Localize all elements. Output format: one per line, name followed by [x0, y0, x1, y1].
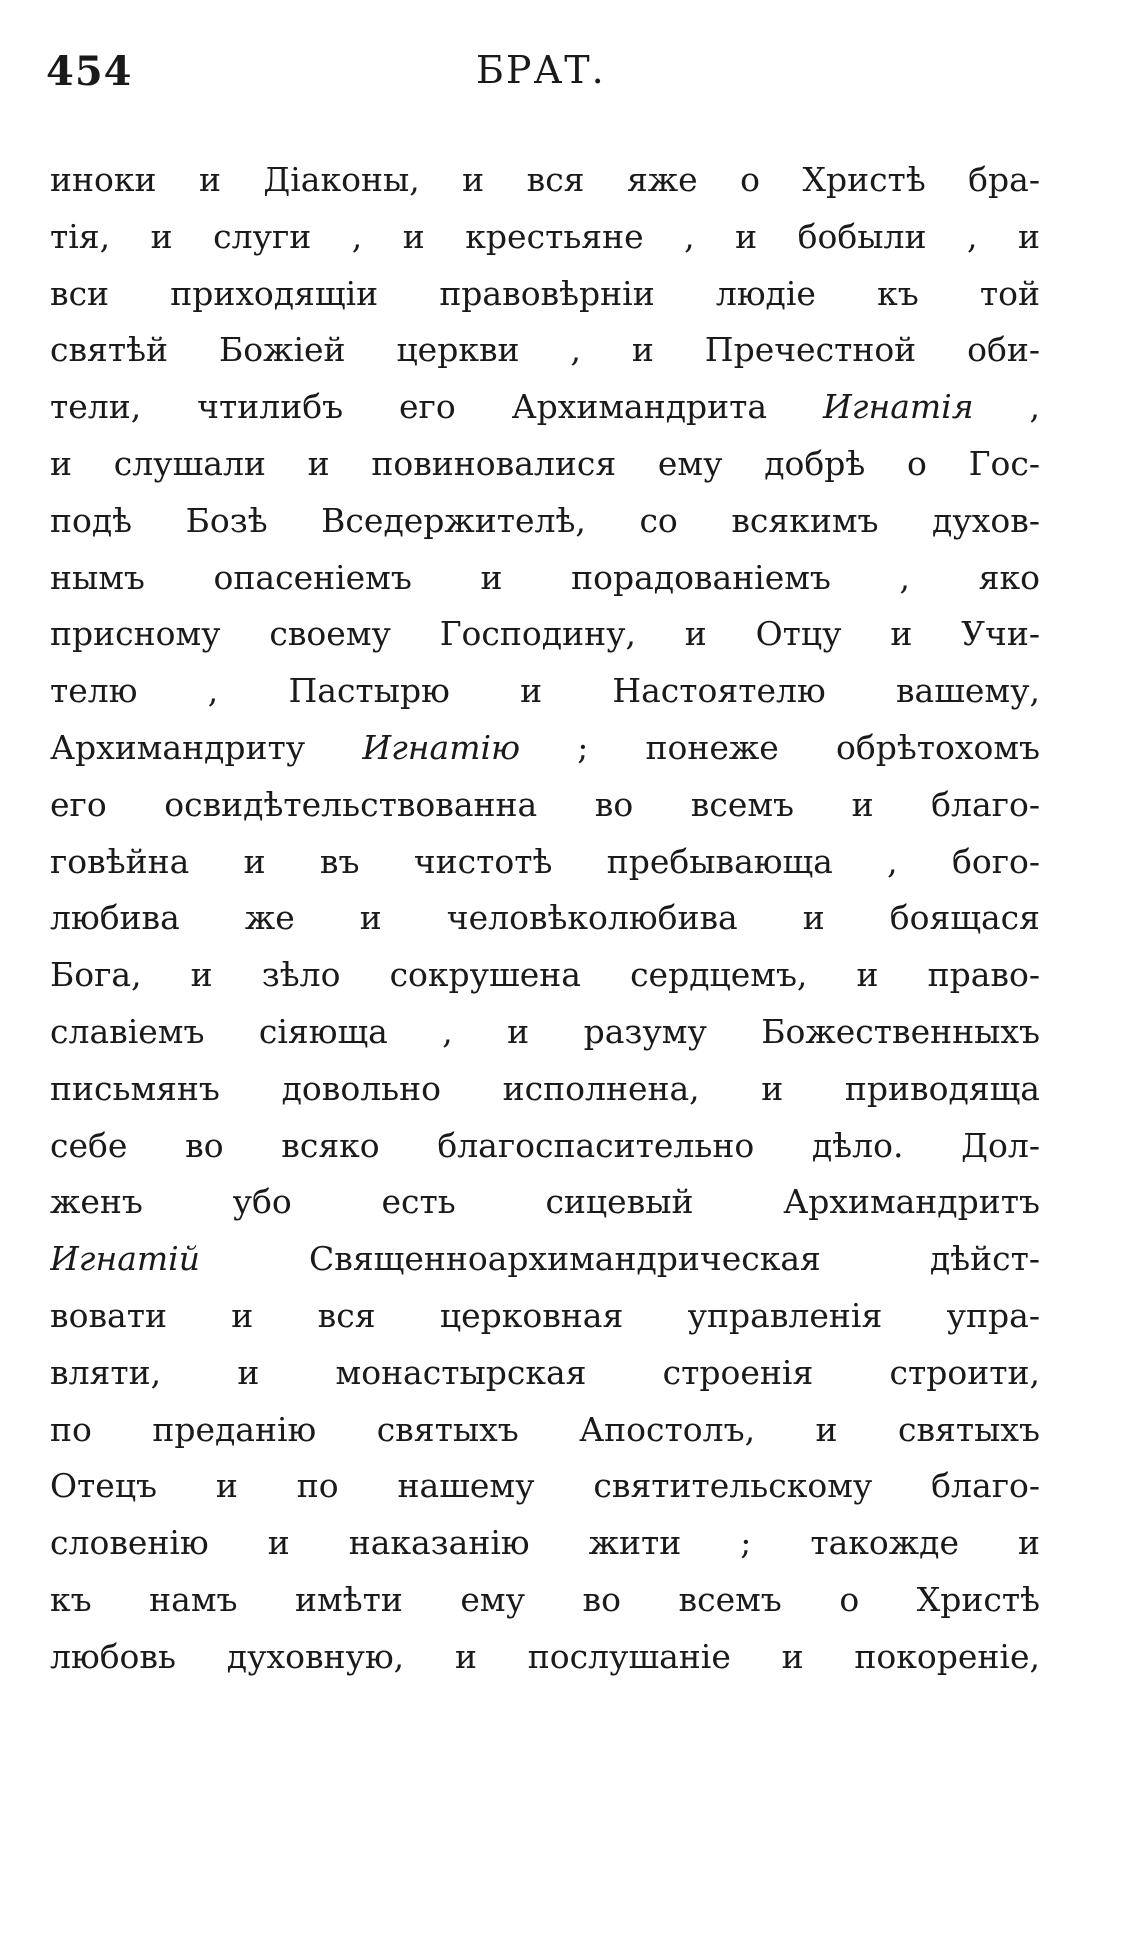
text-line: вовати и вся церковная управленія упра-	[50, 1295, 1040, 1335]
text-line: любива же и человѣколюбива и боящася	[50, 898, 1040, 938]
text-line: себе во всяко благоспасительно дѣло. Дол-	[50, 1125, 1040, 1165]
text-line: святѣй Божіей церкви , и Пречестной оби-	[50, 330, 1040, 370]
body-text	[50, 152, 1040, 1686]
text-line: и слушали и повиновалися ему добрѣ о Гос-	[50, 443, 1040, 483]
italic-name: Игнатій	[50, 1239, 200, 1279]
text-line: Бога, и зѣло сокрушена сердцемъ, и право-	[50, 955, 1040, 995]
text-line: нымъ опасеніемъ и порадованіемъ , яко	[50, 557, 1040, 597]
text-line	[50, 379, 1040, 436]
text-run: тели, чтилибъ его Архимандрита	[50, 387, 823, 427]
text-line: его освидѣтельствованна во всемъ и благо-	[50, 784, 1040, 824]
text-line: любовь духовную, и послушаніе и покореніе,	[50, 1636, 1040, 1676]
text-line: письмянъ довольно исполнена, и приводяща	[50, 1068, 1040, 1108]
text-line: къ намъ имѣти ему во всемъ о Христѣ	[50, 1579, 1040, 1619]
text-line: вляти, и монастырская строенія строити,	[50, 1352, 1040, 1392]
page-header	[46, 48, 1036, 108]
text-run: Священноархимандрическая дѣйст-	[199, 1239, 1040, 1279]
text-run: ; понеже обрѣтохомъ	[520, 727, 1040, 767]
text-line: тія, и слуги , и крестьяне , и бобыли , и	[50, 216, 1040, 256]
text-line	[50, 720, 1040, 777]
text-line: Отецъ и по нашему святительскому благо-	[50, 1466, 1040, 1506]
text-line: подѣ Бозѣ Вседержителѣ, со всякимъ духов-	[50, 500, 1040, 540]
text-line: присному своему Господину, и Отцу и Учи-	[50, 614, 1040, 654]
italic-name: Игнатію	[362, 727, 521, 767]
running-head: БРАТ.	[476, 48, 606, 92]
text-run: ,	[973, 387, 1040, 427]
text-line: говѣйна и въ чистотѣ пребывающа , бого-	[50, 841, 1040, 881]
text-line: словенію и наказанію жити ; такожде и	[50, 1523, 1040, 1563]
text-line: иноки и Діаконы, и вся яже о Христѣ бра-	[50, 160, 1040, 199]
page-number: 454	[46, 48, 133, 95]
text-run: Архимандриту	[50, 727, 363, 767]
text-line: женъ убо есть сицевый Архимандритъ	[50, 1182, 1040, 1222]
text-line: по преданію святыхъ Апостолъ, и святыхъ	[50, 1409, 1040, 1449]
italic-name: Игнатія	[823, 387, 974, 427]
text-line: славіемъ сіяюща , и разуму Божественныхъ	[50, 1011, 1040, 1051]
text-line	[50, 1231, 1040, 1288]
text-line: телю , Пастырю и Настоятелю вашему,	[50, 671, 1040, 711]
text-line: вси приходящіи правовѣрніи людіе къ той	[50, 273, 1040, 313]
